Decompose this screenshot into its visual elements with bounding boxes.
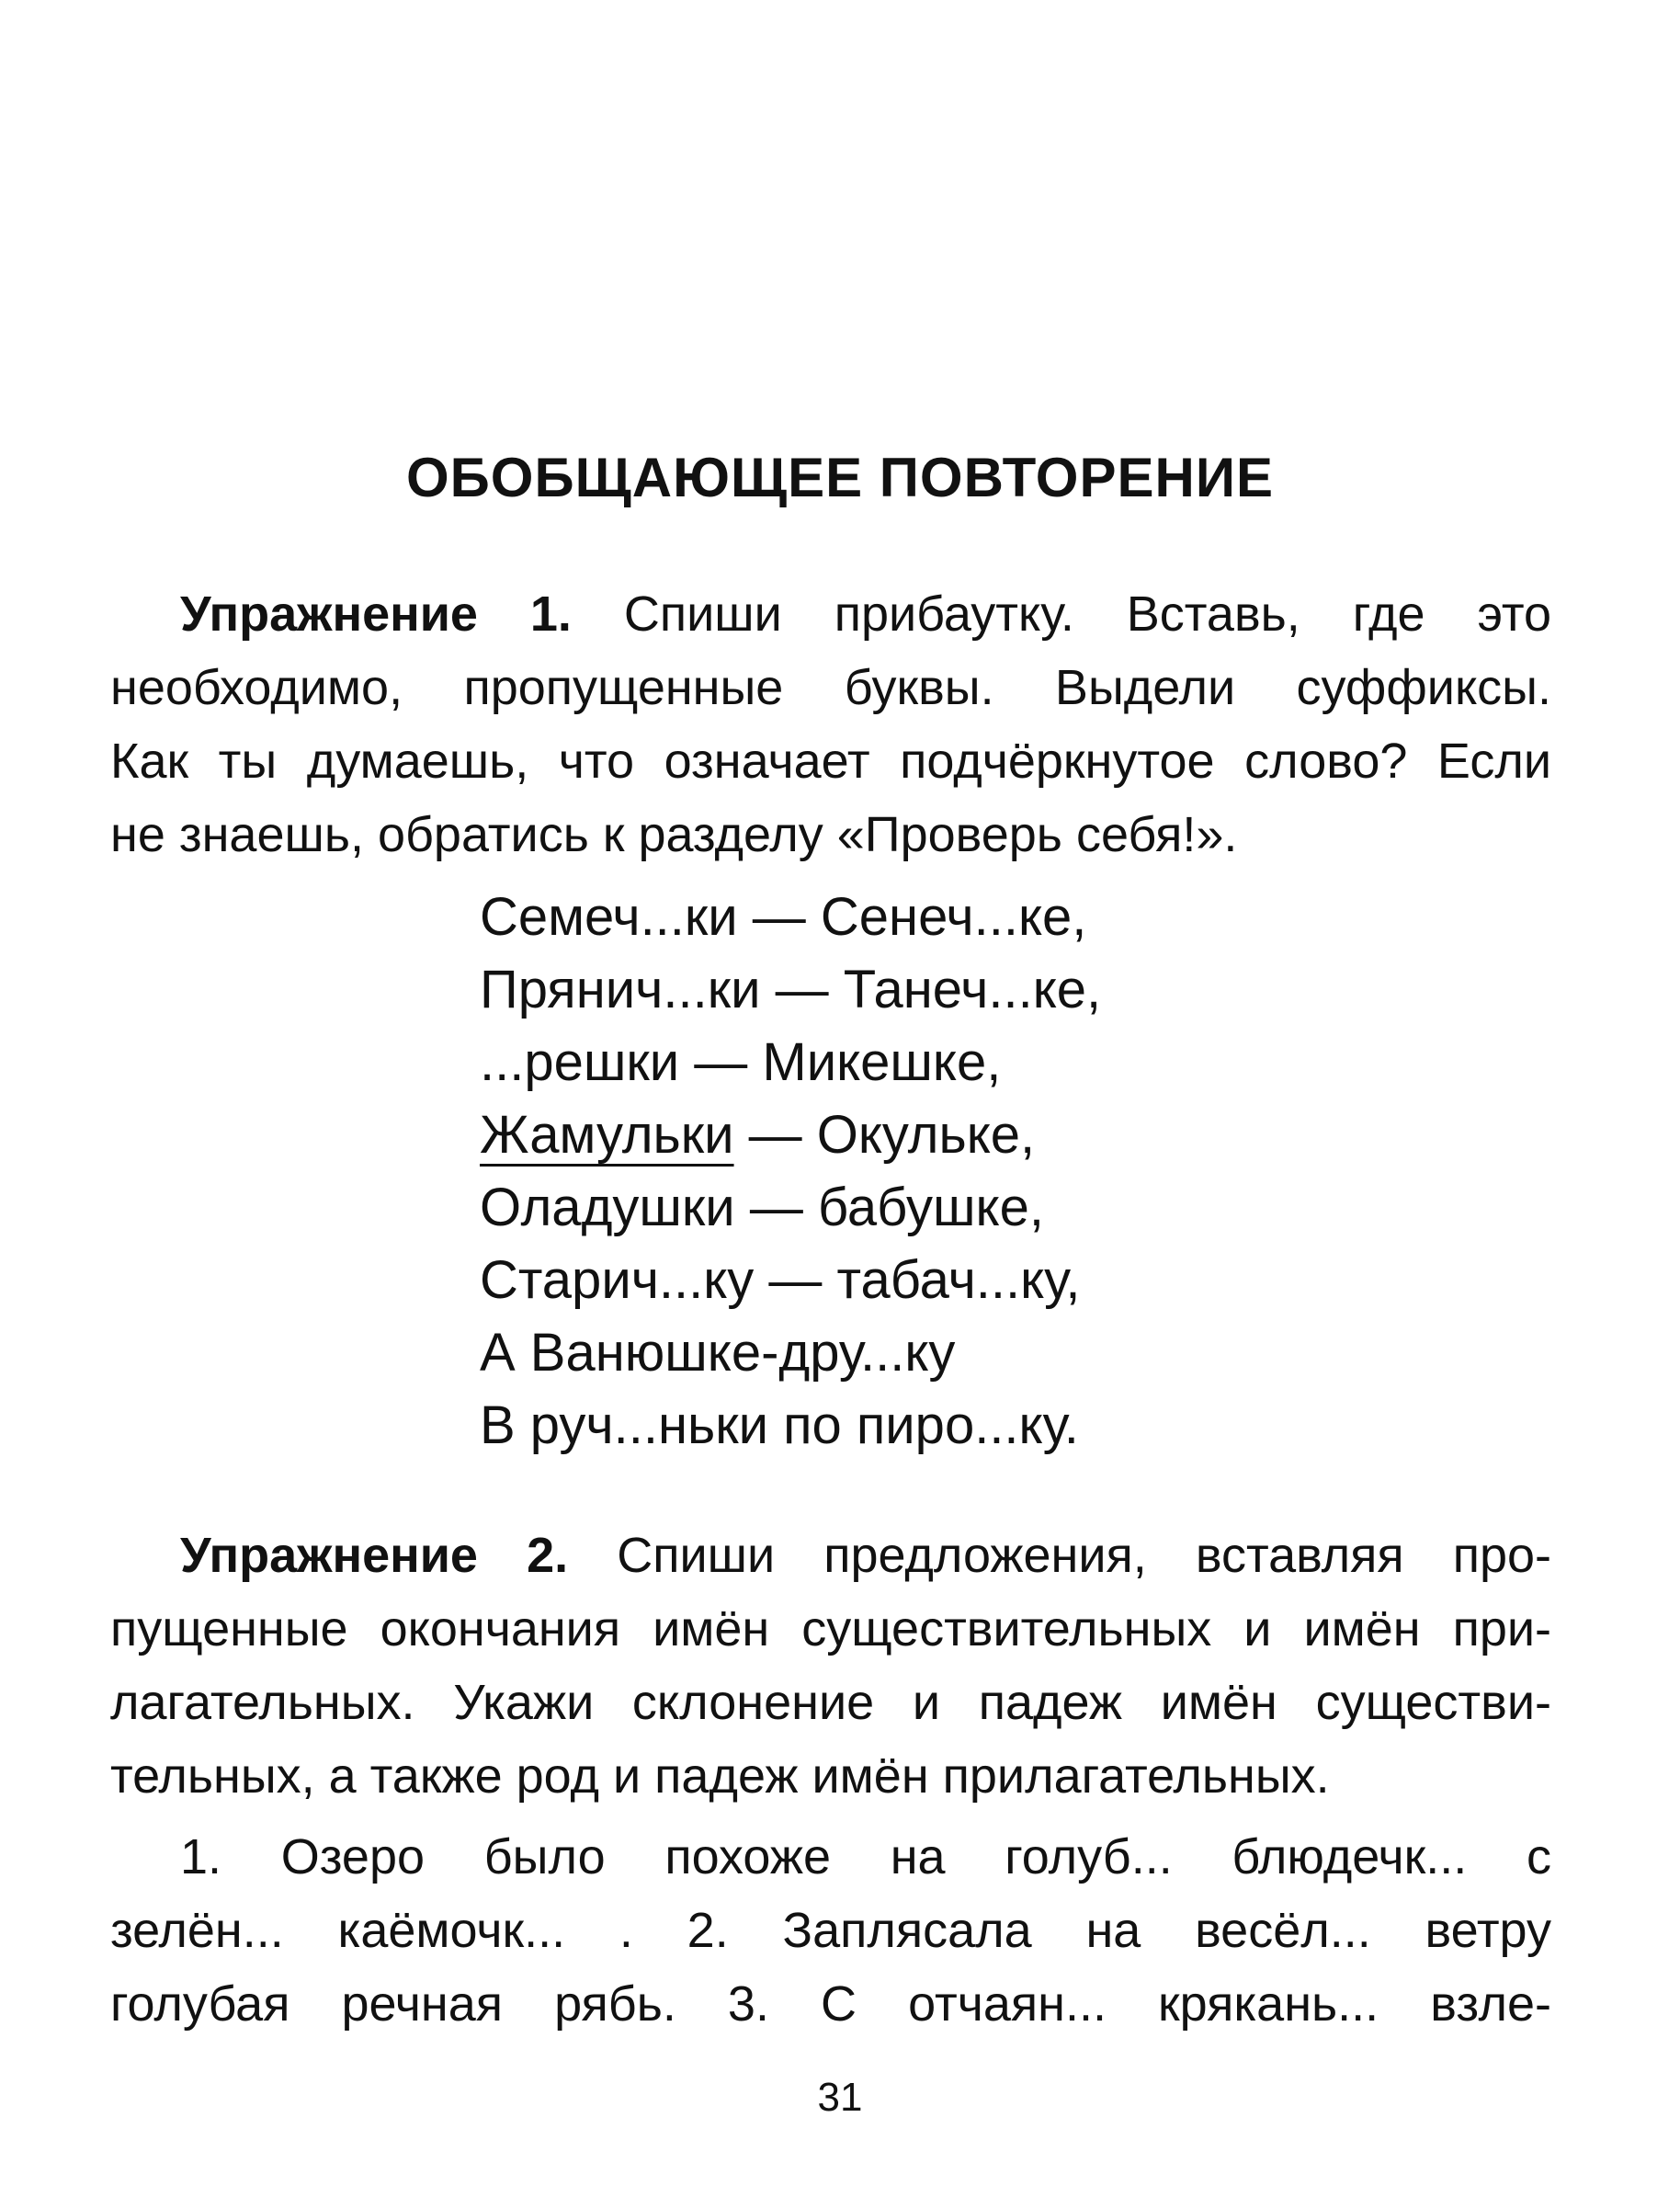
exercise-2-line-3: лагательных. Укажи склонение и падеж имён существи-: [110, 1675, 1551, 1730]
exercise-2-line-2: пущенные окончания имён существительных и имён при-: [110, 1601, 1551, 1656]
exercise-2-sentence-line-3: голубая речная рябь. 3. С отчаян... крякань... взле-: [110, 1976, 1551, 2032]
exercise-2-line-4: тельных, а также род и падеж имён прилагательных.: [110, 1748, 1330, 1804]
exercise-2-line-1-text: Спиши предложения, вставляя про-: [617, 1528, 1551, 1583]
exercise-2-label: Упражнение 2.: [180, 1528, 569, 1583]
underlined-word: Жамульки: [480, 1105, 734, 1165]
exercise-2-sentence-line-2: зелён... каёмочк... . 2. Заплясала на весёл... ветру: [110, 1903, 1551, 1958]
exercise-2-instructions: [110, 1519, 1551, 1813]
exercise-2-sentences: [110, 1820, 1551, 2041]
exercise-1-line-2: необходимо, пропущенные буквы. Выдели суффиксы.: [110, 660, 1551, 715]
exercise-1-line-4: не знаешь, обратись к разделу «Проверь себя!».: [110, 807, 1238, 862]
exercise-1-instructions: [110, 577, 1551, 871]
page-title: ОБОБЩАЮЩЕЕ ПОВТОРЕНИЕ: [406, 447, 1274, 508]
poem-line-8: В руч...ньки по пиро...ку.: [480, 1395, 1079, 1455]
poem-line-7: А Ванюшке-дру...ку: [480, 1323, 956, 1383]
exercise-2-sentence-line-1: 1. Озеро было похоже на голуб... блюдечк... с: [180, 1829, 1551, 1884]
exercise-1-line-3: Как ты думаешь, что означает подчёркнутое слово? Если: [110, 734, 1551, 789]
page-number: 31: [817, 2075, 863, 2120]
poem-line-2: Прянич...ки — Танеч...ке,: [480, 960, 1102, 1019]
poem-line-3: ...решки — Микешке,: [480, 1032, 1002, 1092]
exercise-1-line-1: [110, 577, 1551, 651]
exercise-1-label: Упражнение 1.: [180, 586, 572, 642]
exercise-1-line-1-text: Спиши прибаутку. Вставь, где это: [623, 586, 1551, 642]
poem-line-4-rest: — Окульке,: [733, 1105, 1036, 1165]
exercise-2-line-1: [110, 1519, 1551, 1592]
rhyme-poem: [480, 881, 1101, 1462]
poem-line-5: Оладушки — бабушке,: [480, 1178, 1044, 1237]
poem-line-1: Семеч...ки — Сенеч...ке,: [480, 887, 1087, 947]
poem-line-6: Старич...ку — табач...ку,: [480, 1250, 1081, 1310]
poem-line-4: [480, 1098, 1101, 1171]
